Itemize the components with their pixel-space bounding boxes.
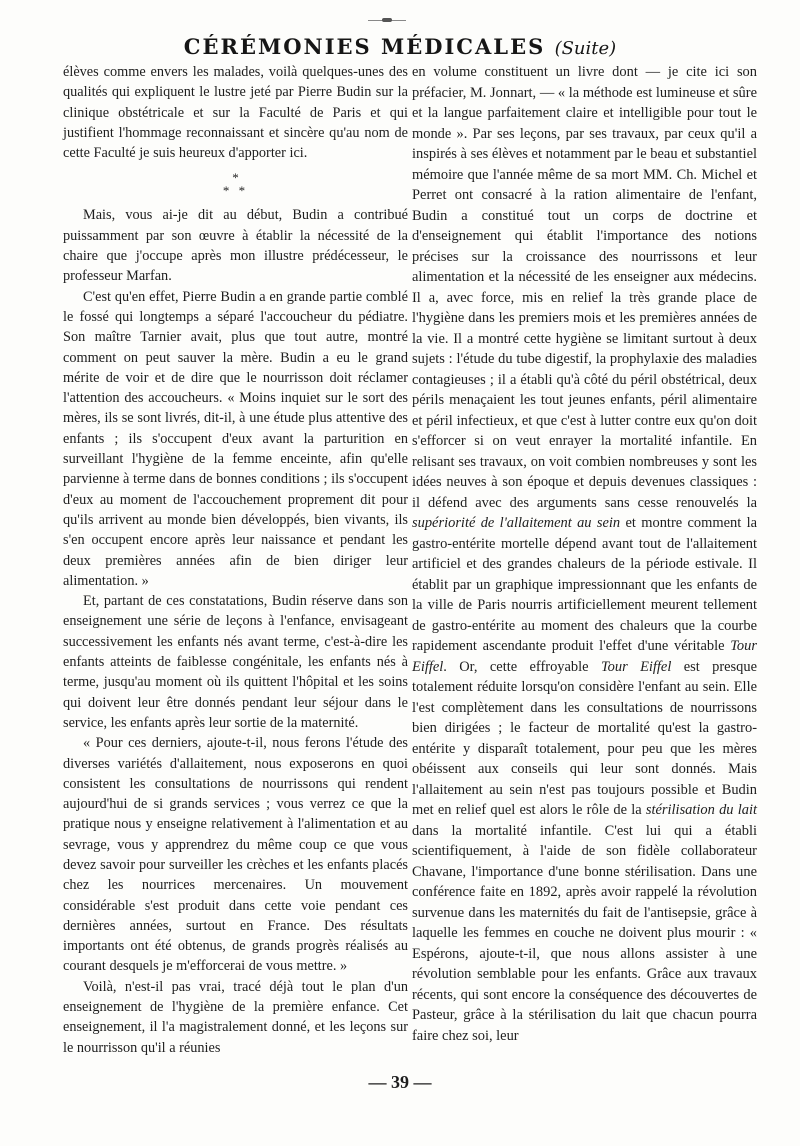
paragraph: « Pour ces derniers, ajoute-t-il, nous ferons l'étude des diverses variétés d'allaitement, nous exposerons en quoi consistent les consultations de nourrissons qui rendent aujourd'hui de si grands services ; vous verrez ce que la pratique nous y enseigne relativement à l'alimentation et au sevrage, vous y apprendrez du même coup ce que vous devez savoir pour surveiller les crèches et les enfants placés chez les nourrices mercenaires. Un mouvement considérable s'est produit dans cette voie pendant ces dernières années, surtout en France. Des résultats importants ont été obtenus, de grands progrès réalisés au courant desquels je m'efforcerai de vous mettre. » (63, 735, 408, 975)
paragraph: Et, partant de ces constatations, Budin réserve dans son enseignement une série de leçons à l'enfance, envisageant successivement les enfants nés avant terme, c'est-à-dire les enfants atteints de faiblesse congénitale, les enfants nés à terme, jusqu'au moment où ils quittent l'hôpital et les soins qui doivent leur être donnés pendant leur séjour dans le service, les enfants après leur sortie de la maternité. (63, 593, 408, 731)
asterism-top: * (232, 170, 239, 186)
emphasis-text: Tour Eiffel (412, 638, 757, 675)
header-ornament (368, 20, 406, 24)
text-run: et montre comment la gastro-entérite mortelle dépend avant tout de l'allaitement artificiel et des grandes chaleurs de la période estivale. Il établit par un graphique impressionnant que les enfants de la ville de Paris nourris artificiellement meurent tellement de gastro-entérite au moment des chaleurs que la courbe rapidement ascendante produit l'effet d'une véritable (412, 515, 758, 654)
text-run: est presque totalement réduite lorsqu'on considère l'enfant au sein. Elle l'est complètement dans les consultations de nourrissons bien dirigées ; le facteur de mortalité qu'est la gastro-entérite y disparaît totalement, pour peu que les mères obéissent aux conseils qui leur sont donnés. Mais l'allaitement au sein n'est pas toujours possible et Budin met en relief quel est alors le rôle de la (412, 658, 758, 818)
paragraph (412, 62, 757, 1046)
paragraph: Mais, vous ai-je dit au début, Budin a contribué puissamment par son œuvre à établir la nécessité de la chaire que j'occupe après mon illustre prédécesseur, le professeur Marfan. (63, 207, 408, 285)
header-suite: (Suite) (554, 38, 617, 59)
header-title: CÉRÉMONIES MÉDICALES (183, 34, 546, 59)
paragraph: Voilà, n'est-il pas vrai, tracé déjà tout le plan d'un enseignement de l'hygiène de la première enfance. Cet enseignement, il l'a magistralement donné, et les leçons sur le nourrisson qu'il a réunies (63, 978, 408, 1056)
emphasis-text: Tour Eiffel (600, 658, 672, 675)
right-column (412, 62, 757, 1046)
left-column (63, 62, 408, 1058)
asterism (63, 171, 408, 197)
asterism-bottom: * * (222, 183, 249, 199)
paragraph: élèves comme envers les malades, voilà quelques-unes des qualités qui expliquent le lustre jeté par Pierre Budin sur la clinique obstétricale et sur la Faculté de Paris et qui justifient l'hommage reconnaissant et sincère qu'au nom de cette Faculté je suis heureux d'apporter ici. (63, 64, 408, 162)
emphasis-text: stérilisation du lait (645, 802, 758, 818)
text-run: . Or, cette effroyable (443, 658, 589, 675)
paragraph: C'est qu'en effet, Pierre Budin a en grande partie comblé le fossé qui longtemps a séparé l'accoucheur du pédiatre. Son maître Tarnier avait, plus que tout autre, montré comment on peut sauver la mère. Budin a eu le grand mérite de voir et de dire que le nourrisson doit réclamer l'attention des accoucheurs. « Moins inquiet sur le sort des mères, ils se sont livrés, dit-il, à une étude plus attentive des enfants ; ils s'occupent d'eux avant la parturition en surveillant l'hygiène de la femme enceinte, afin qu'elle parvienne à terme dans de bonnes conditions ; ils s'occupent d'eux au moment de l'accouchement proprement dit pour qu'ils arrivent au monde bien développés, bien vivants, ils s'en occupent encore après leur naissance et pendant les deux premières années afin de bien diriger leur alimentation. » (63, 288, 408, 589)
page-number: — 39 — (368, 1072, 432, 1092)
text-run: en volume constituent un livre dont — je cite ici son préfacier, M. Jonnart, — « la méthode est lumineuse et sûre et la langue parfaitement claire et intelligible pour tout le monde ». Par ses leçons, par ses travaux, par ceux qu'il a inspirés à ses élèves et notamment par le beau et substantiel mémoire que l'année même de sa mort MM. Ch. Michel et Perret ont consacré à la ration alimentaire de l'enfant, Budin a constitué tout un corps de doctrine et d'enseignement qui établit l'importance des notions précises sur la croissance des nourrissons et leur alimentation et la nécessité de les enseigner aux médecins. Il a, avec force, mis en relief la très grande place de l'hygiène dans les premiers mois et les premières années de la vie. Il a montré cette hygiène se limitant surtout à deux sujets : l'étude du tube digestif, la prophylaxie des maladies contagieuses ; il a établi qu'à côté du péril obstétrical, deux périls menaçaient les tout jeunes enfants, péril alimentaire et péril infectieux, et que c'est à lutter contre eux qu'on doit s'efforcer si on veut enrayer la mortalité infantile. En relisant ses travaux, on voit combien nombreuses y sont les idées neuves à son époque et depuis devenues classiques : il défend avec des arguments sans cesse renouvelés la (412, 64, 757, 511)
text-run: dans la mortalité infantile. C'est lui qui a établi scientifiquement, à l'aide de son fidèle collaborateur Chavane, l'importance d'une bonne stérilisation. Dans une conférence faite en 1892, après avoir rappelé la révolution survenue dans les maternités du fait de l'antisepsie, grâce à laquelle les femmes en couche ne doivent plus mourir : « Espérons, ajoute-t-il, que nous allons assister à une révolution semblable pour les enfants. Grâce aux travaux récents, qui sont encore la conséquence des découvertes de Pasteur, grâce à la stérilisation du lait que chacun pourra faire chez soi, leur (412, 822, 757, 1044)
page-header (0, 34, 800, 59)
emphasis-text: supériorité de l'allaitement au sein (412, 515, 621, 531)
